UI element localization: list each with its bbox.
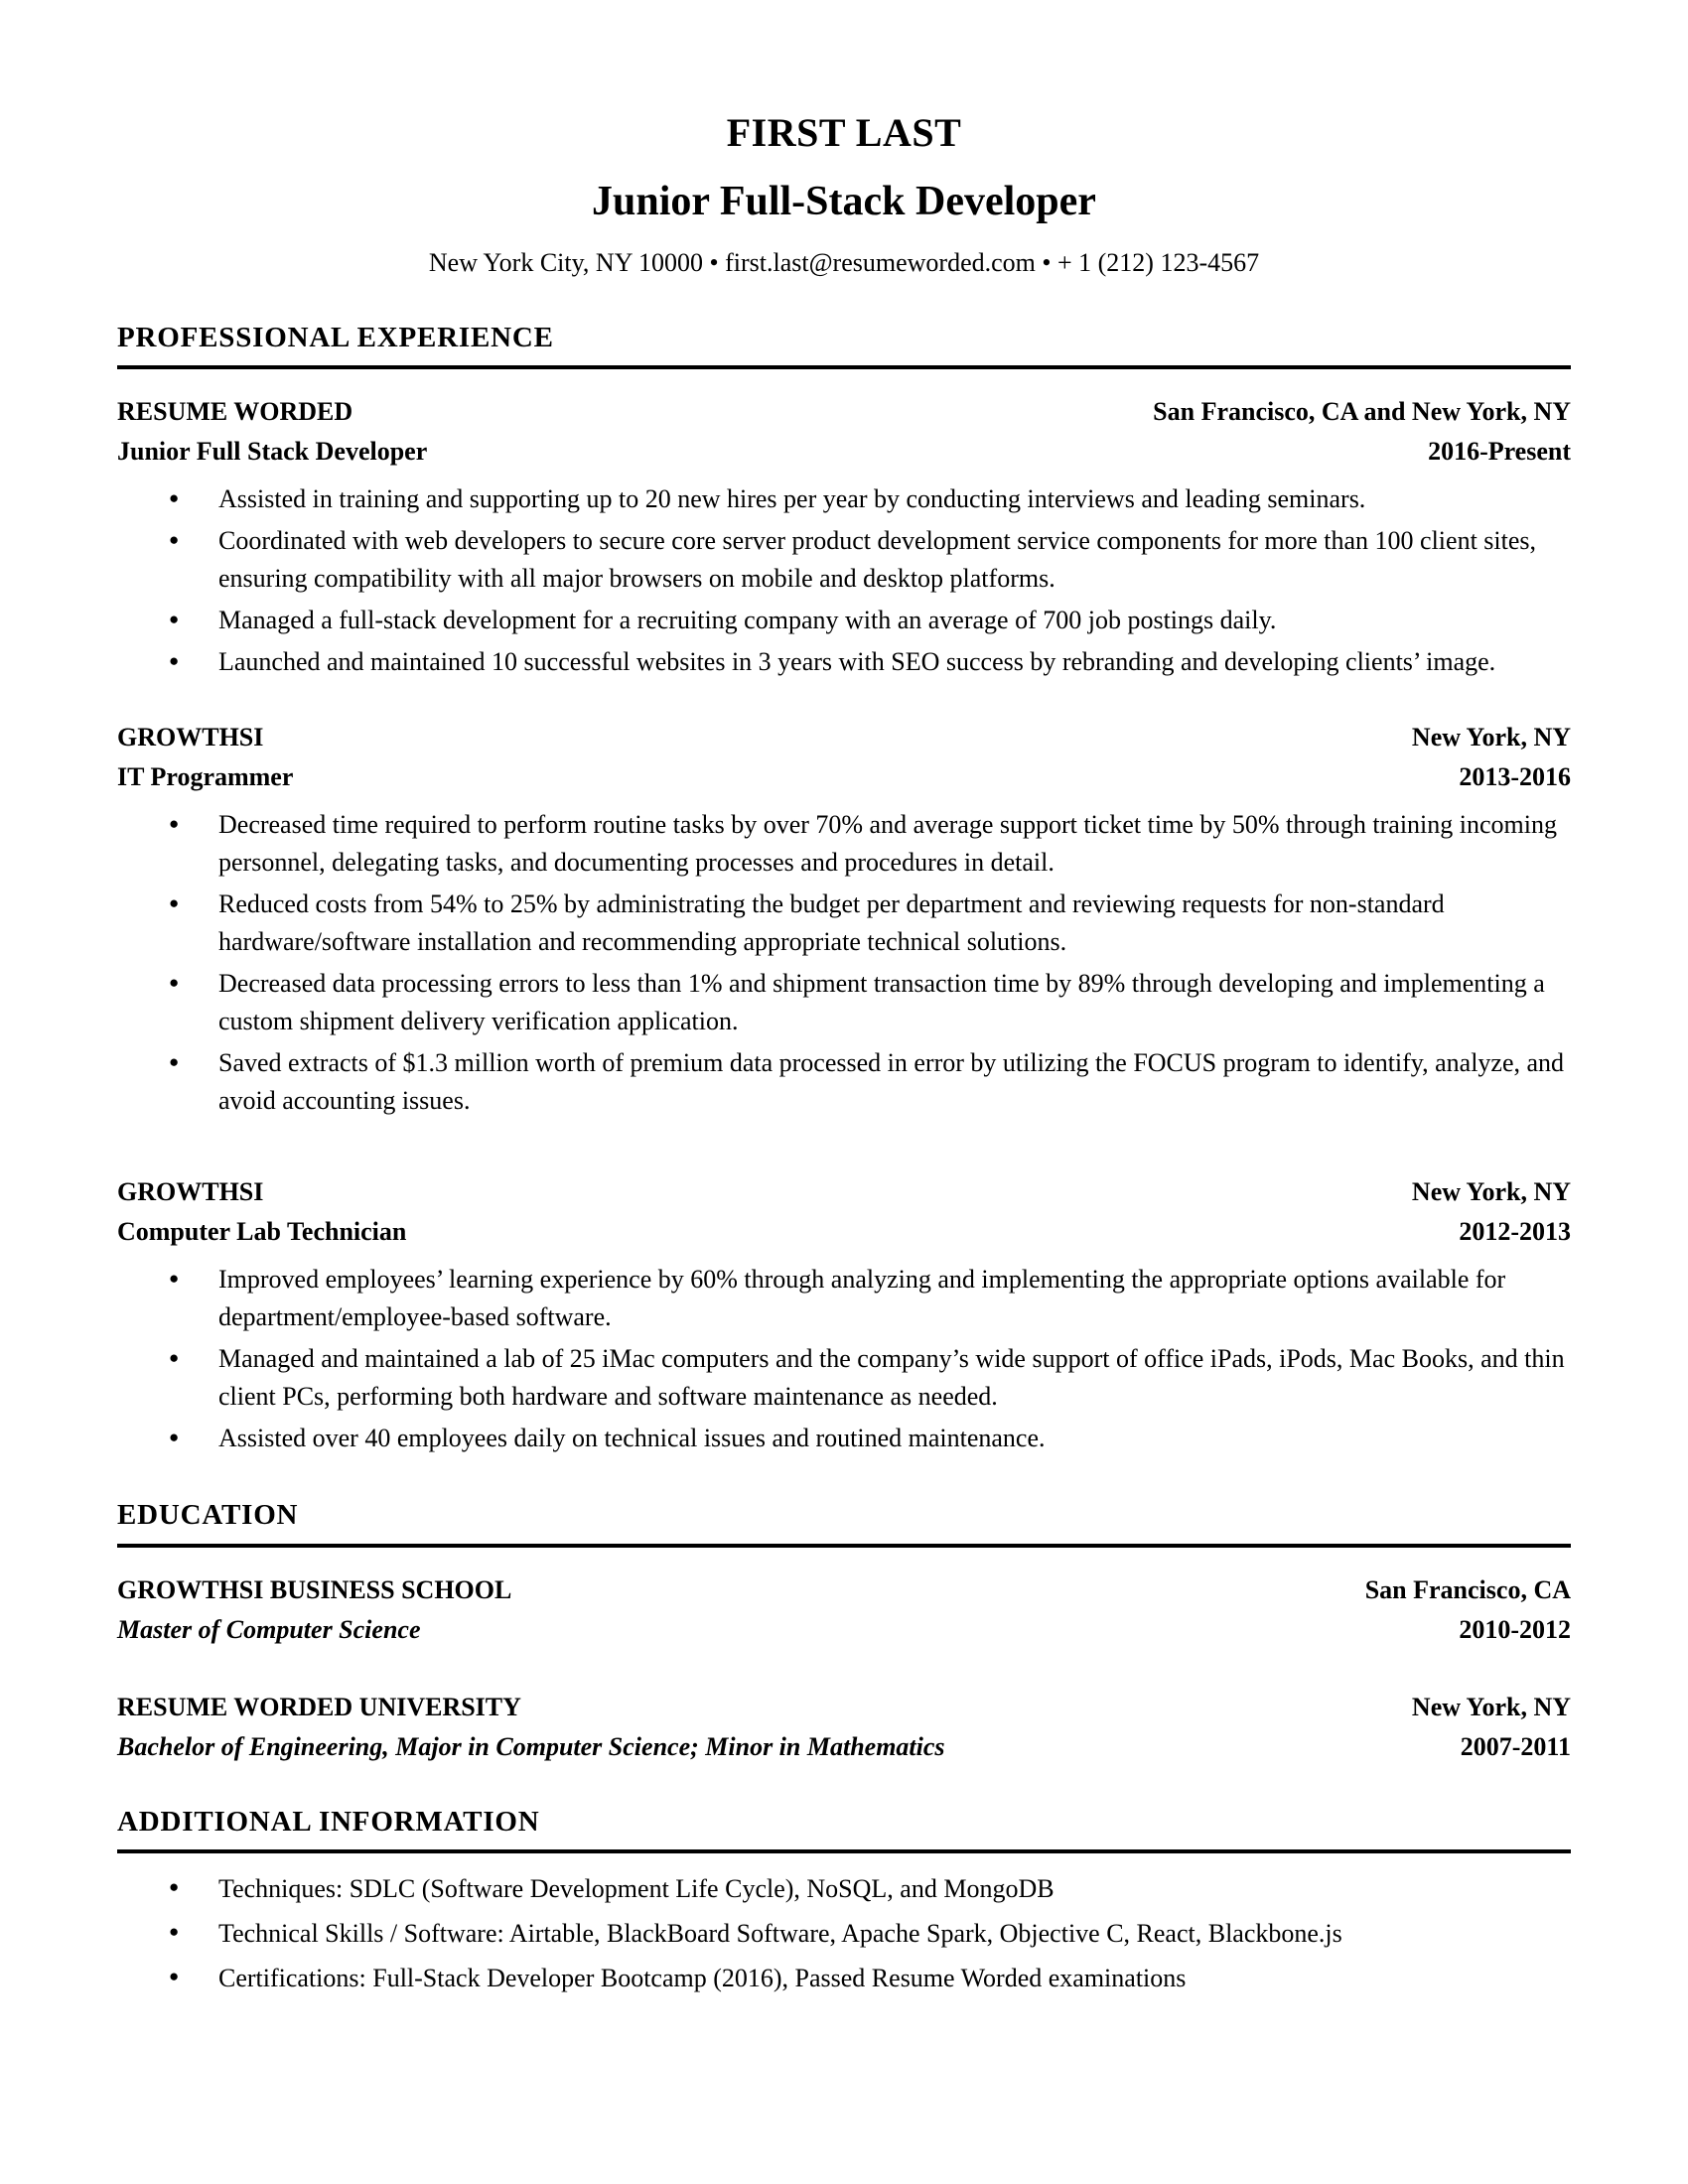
section-heading-experience: PROFESSIONAL EXPERIENCE: [117, 322, 1571, 369]
education-entry-resume-worded-university: [117, 1691, 1571, 1764]
bullet-icon: ●: [169, 488, 180, 508]
section-professional-experience: [117, 322, 1571, 1457]
bullet-icon: ●: [169, 1967, 180, 1986]
degree-name: Master of Computer Science: [117, 1614, 421, 1644]
resume-header: [117, 111, 1571, 280]
bullet-text: Launched and maintained 10 successful websites in 3 years with SEO success by rebranding and developing clients’ image.: [218, 647, 1496, 677]
bullet-text: Certifications: Full-Stack Developer Bootcamp (2016), Passed Resume Worded examinations: [218, 1964, 1187, 1993]
school-name: RESUME WORDED UNIVERSITY: [117, 1692, 521, 1721]
job-title: Computer Lab Technician: [117, 1217, 407, 1247]
company-name: GROWTHSI: [117, 1177, 264, 1207]
bullet-icon: ●: [169, 1877, 180, 1897]
bullet-text: Managed and maintained a lab of 25 iMac computers and the company’s wide support of office iPads, iPods, Mac Books, and thin client PCs, performing both hardware and software maintenance as needed.: [218, 1344, 1565, 1412]
job-bullet-list: [117, 806, 1571, 1120]
job-location: New York, NY: [1411, 723, 1571, 752]
list-item: [117, 1044, 1571, 1120]
section-education: [117, 1499, 1571, 1763]
bullet-icon: ●: [169, 973, 180, 993]
list-item: [117, 643, 1571, 681]
company-name: RESUME WORDED: [117, 397, 353, 427]
bullet-text: Assisted over 40 employees daily on technical issues and routined maintenance.: [218, 1424, 1046, 1453]
list-item: [117, 1340, 1571, 1416]
list-item: [117, 965, 1571, 1040]
title-row: [117, 435, 1571, 469]
job-title: IT Programmer: [117, 762, 294, 792]
bullet-text: Techniques: SDLC (Software Development Life Cycle), NoSQL, and MongoDB: [218, 1874, 1055, 1904]
bullet-text: Improved employees’ learning experience by 60% through analyzing and implementing the appropriate options available for department/employee-based software.: [218, 1265, 1506, 1332]
list-item: [117, 806, 1571, 882]
school-name: GROWTHSI BUSINESS SCHOOL: [117, 1574, 512, 1604]
bullet-icon: ●: [169, 893, 180, 913]
degree-row: [117, 1730, 1571, 1764]
school-location: San Francisco, CA: [1364, 1574, 1571, 1604]
bullet-icon: ●: [169, 1428, 180, 1447]
bullet-text: Reduced costs from 54% to 25% by administrating the budget per department and reviewing requests for non-standard hardware/software installation and recommending appropriate technical solutions.: [218, 889, 1445, 957]
bullet-icon: ●: [169, 1922, 180, 1942]
bullet-icon: ●: [169, 1052, 180, 1072]
bullet-icon: ●: [169, 610, 180, 629]
bullet-text: Managed a full-stack development for a recruiting company with an average of 700 job postings daily.: [218, 606, 1277, 635]
title-row: [117, 760, 1571, 794]
list-item: [117, 1914, 1571, 1954]
list-item: [117, 522, 1571, 598]
bullet-text: Decreased time required to perform routine tasks by over 70% and average support ticket time by 50% through training incoming personnel, delegating tasks, and documenting processes and procedures in detail.: [218, 810, 1557, 878]
contact-line: New York City, NY 10000 • first.last@resumeworded.com • + 1 (212) 123-4567: [428, 248, 1260, 278]
degree-name: Bachelor of Engineering, Major in Computer Science; Minor in Mathematics: [117, 1731, 945, 1761]
bullet-text: Decreased data processing errors to less than 1% and shipment transaction time by 89% through developing and implementing a custom shipment delivery verification application.: [218, 969, 1545, 1036]
list-item: [117, 1420, 1571, 1457]
job-bullet-list: [117, 1261, 1571, 1457]
job-bullet-list: [117, 480, 1571, 681]
job-dates: 2013-2016: [1459, 762, 1571, 792]
education-entry-growthsi: [117, 1573, 1571, 1647]
list-item: [117, 886, 1571, 961]
title-row: [117, 1215, 1571, 1249]
section-additional-information: [117, 1806, 1571, 1998]
bullet-icon: ●: [169, 1348, 180, 1368]
list-item: [117, 1869, 1571, 1909]
job-location: San Francisco, CA and New York, NY: [1153, 397, 1571, 427]
list-item: [117, 1959, 1571, 1998]
bullet-text: Saved extracts of $1.3 million worth of premium data processed in error by utilizing the FOCUS program to identify, analyze, and avoid accounting issues.: [218, 1048, 1565, 1116]
job-entry-resume-worded: [117, 395, 1571, 681]
bullet-icon: ●: [169, 1269, 180, 1289]
bullet-text: Technical Skills / Software: Airtable, BlackBoard Software, Apache Spark, Objective C, React, Blackbone.js: [218, 1919, 1342, 1949]
school-row: [117, 1573, 1571, 1607]
section-heading-education: EDUCATION: [117, 1499, 1571, 1547]
company-row: [117, 1175, 1571, 1209]
bullet-text: Assisted in training and supporting up to 20 new hires per year by conducting interviews and leading seminars.: [218, 484, 1366, 514]
bullet-text: Coordinated with web developers to secure core server product development service components for more than 100 client sites, ensuring compatibility with all major browsers on mobile and desktop platforms.: [218, 526, 1537, 594]
candidate-name: FIRST LAST: [726, 110, 962, 155]
job-title: Junior Full Stack Developer: [117, 437, 428, 467]
job-location: New York, NY: [1411, 1177, 1571, 1207]
bullet-icon: ●: [169, 651, 180, 671]
bullet-icon: ●: [169, 814, 180, 834]
degree-dates: 2007-2011: [1460, 1731, 1571, 1761]
bullet-icon: ●: [169, 530, 180, 550]
degree-dates: 2010-2012: [1459, 1614, 1571, 1644]
section-heading-additional: ADDITIONAL INFORMATION: [117, 1806, 1571, 1853]
company-row: [117, 721, 1571, 754]
job-dates: 2016-Present: [1428, 437, 1571, 467]
job-entry-growthsi-lab-technician: [117, 1175, 1571, 1457]
school-row: [117, 1691, 1571, 1724]
job-dates: 2012-2013: [1459, 1217, 1571, 1247]
list-item: [117, 1261, 1571, 1336]
job-entry-growthsi-it-programmer: [117, 721, 1571, 1120]
school-location: New York, NY: [1411, 1692, 1571, 1721]
list-item: [117, 480, 1571, 518]
additional-bullet-list: [117, 1869, 1571, 1998]
company-name: GROWTHSI: [117, 723, 264, 752]
degree-row: [117, 1613, 1571, 1647]
company-row: [117, 395, 1571, 429]
list-item: [117, 602, 1571, 639]
candidate-job-title: Junior Full-Stack Developer: [592, 179, 1096, 224]
